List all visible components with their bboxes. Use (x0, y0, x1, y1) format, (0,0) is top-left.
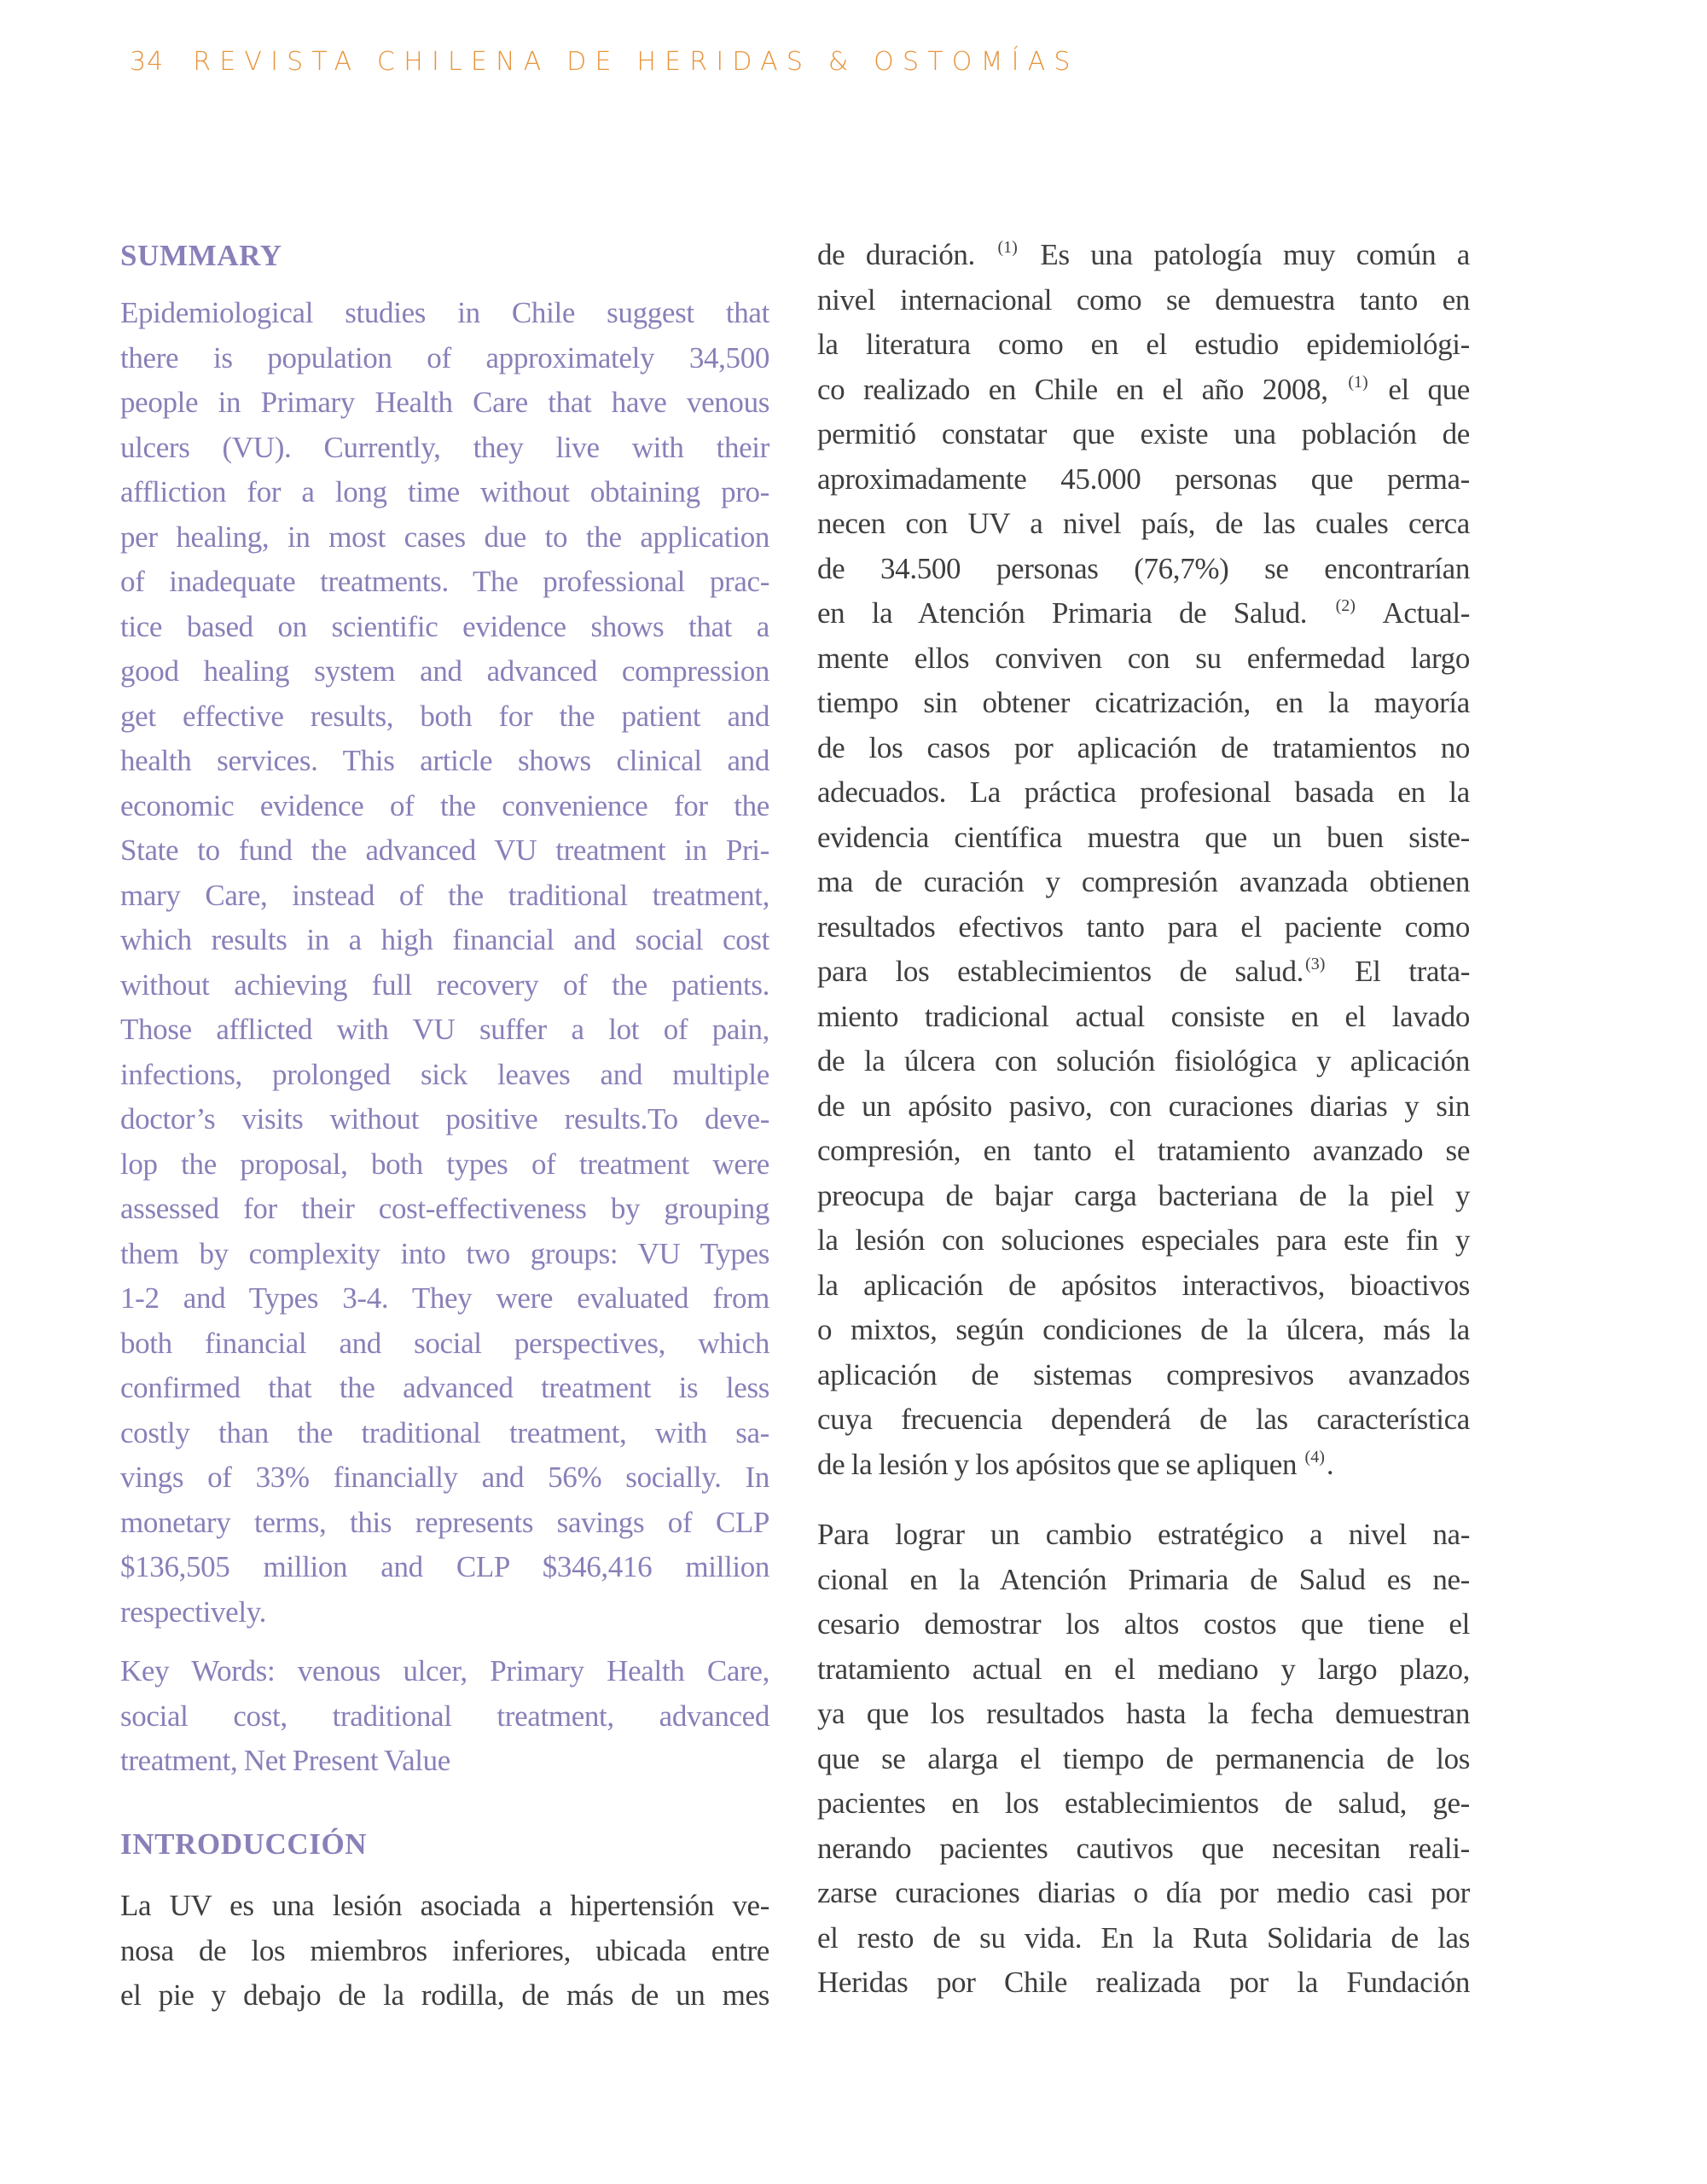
body-line (817, 1269, 1470, 1303)
body-line: zarse curaciones diarias o día por medio casi por (817, 1876, 1470, 1909)
line-text: de un apósito pasivo, con curaciones diarias y sin (817, 1089, 1470, 1123)
intro-line: nosa de los miembros inferiores, ubicada entre (120, 1933, 769, 1967)
line-text: en la Atención Primaria de Salud. (817, 596, 1334, 630)
body-line: nerando pacientes cautivos que necesitan reali- (817, 1831, 1470, 1865)
body-line (817, 1403, 1470, 1437)
body-line (817, 373, 1470, 407)
summary-line: affliction for a long time without obtaining pro- (120, 475, 769, 508)
summary-line: monetary terms, this represents savings of CLP (120, 1505, 769, 1539)
page-number: 34 (130, 47, 165, 77)
line-text: resultados efectivos tanto para el paciente como (817, 909, 1470, 944)
line-text: miento tradicional actual consiste en el lavado (817, 999, 1470, 1033)
summary-line: both financial and social perspectives, which (120, 1326, 769, 1360)
citation-reference: (2) (1335, 596, 1356, 615)
body-line (817, 1358, 1470, 1392)
line-text: de la úlcera con solución fisiológica y aplicación (817, 1044, 1470, 1077)
citation-reference: (3) (1305, 955, 1326, 973)
keywords-line: treatment, Net Present Value (120, 1744, 450, 1777)
summary-line: 1-2 and Types 3-4. They were evaluated from (120, 1281, 769, 1315)
body-line: tratamiento actual en el mediano y largo plazo, (817, 1652, 1470, 1686)
line-text: de la lesión y los apósitos que se apliquen (817, 1447, 1303, 1481)
line-text: evidencia científica muestra que un buen siste- (817, 820, 1470, 854)
body-line: ya que los resultados hasta la fecha demuestran (817, 1697, 1470, 1730)
line-text: . (1326, 1447, 1334, 1481)
body-line: pacientes en los establecimientos de salud, ge- (817, 1786, 1470, 1820)
body-line (817, 642, 1470, 676)
line-text: aproximadamente 45.000 personas que perma- (817, 462, 1470, 496)
body-line (817, 417, 1470, 451)
line-text: necen con UV a nivel país, de las cuales cerca (817, 507, 1470, 540)
summary-line: lop the proposal, both types of treatment were (120, 1147, 769, 1181)
introduction-heading: INTRODUCCIÓN (120, 1827, 368, 1861)
body-line (817, 775, 1470, 810)
line-text: o mixtos, según condiciones de la úlcera, más la (817, 1313, 1470, 1346)
body-line (817, 552, 1470, 586)
summary-line: tice based on scientific evidence shows that a (120, 609, 769, 643)
body-line (817, 1134, 1470, 1168)
summary-line: State to fund the advanced VU treatment in Pri- (120, 834, 769, 867)
summary-line: economic evidence of the convenience for the (120, 788, 769, 822)
line-text: Es una patología muy común a (1019, 238, 1470, 271)
body-line (817, 731, 1470, 765)
body-line (817, 865, 1470, 899)
body-line (817, 1313, 1470, 1347)
line-text: mente ellos conviven con su enfermedad largo (817, 641, 1470, 675)
journal-title: REVISTA CHILENA DE HERIDAS & OSTOMÍAS (193, 47, 1079, 77)
summary-line: there is population of approximately 34,500 (120, 340, 769, 375)
summary-line: them by complexity into two groups: VU Types (120, 1236, 769, 1270)
running-header (130, 48, 1079, 77)
summary-line: without achieving full recovery of the patients. (120, 967, 769, 1002)
line-text: Actual- (1356, 596, 1470, 630)
body-line (817, 955, 1470, 989)
citation-reference: (1) (1348, 372, 1368, 392)
line-text: la aplicación de apósitos interactivos, bioactivos (817, 1268, 1470, 1302)
summary-line: per healing, in most cases due to the application (120, 520, 769, 554)
line-text: nivel internacional como se demuestra tanto en (817, 282, 1470, 317)
body-line (817, 238, 1470, 272)
body-line (817, 1223, 1470, 1258)
summary-line: which results in a high financial and social cost (120, 923, 769, 956)
body-line (817, 1448, 1470, 1482)
line-text: preocupa de bajar carga bacteriana de la piel y (817, 1178, 1470, 1212)
summary-line: Those afflicted with VU suffer a lot of pain, (120, 1013, 769, 1046)
body-line: el resto de su vida. En la Ruta Solidaria de las (817, 1920, 1470, 1955)
body-line (817, 686, 1470, 720)
citation-reference: (1) (997, 238, 1018, 257)
summary-line: assessed for their cost-effectiveness by grouping (120, 1192, 769, 1225)
body-line (817, 283, 1470, 317)
body-line: Heridas por Chile realizada por la Fundación (817, 1966, 1470, 1999)
summary-line: mary Care, instead of the traditional treatment, (120, 878, 769, 912)
line-text: la lesión con soluciones especiales para este fin y (817, 1223, 1470, 1257)
line-text: aplicación de sistemas compresivos avanzados (817, 1357, 1470, 1391)
body-line (817, 821, 1470, 855)
summary-line: of inadequate treatments. The professional prac- (120, 565, 769, 598)
summary-line: infections, prolonged sick leaves and multiple (120, 1057, 769, 1091)
line-text: tiempo sin obtener cicatrización, en la mayoría (817, 686, 1470, 719)
body-line (817, 1044, 1470, 1078)
citation-reference: (4) (1304, 1447, 1325, 1467)
line-text: adecuados. La práctica profesional basada en la (817, 775, 1470, 809)
summary-line: Epidemiological studies in Chile suggest that (120, 296, 769, 329)
body-line (817, 1000, 1470, 1034)
line-text: para los establecimientos de salud. (817, 955, 1304, 988)
summary-line: $136,505 million and CLP $346,416 million (120, 1550, 769, 1583)
summary-line: respectively. (120, 1594, 267, 1629)
keywords-line: Key Words: venous ulcer, Primary Health Care, (120, 1654, 769, 1687)
body-line: cional en la Atención Primaria de Salud es ne- (817, 1562, 1470, 1596)
line-text: de duración. (817, 238, 996, 271)
summary-line: doctor’s visits without positive results.To deve- (120, 1102, 769, 1136)
body-line: cesario demostrar los altos costos que tiene el (817, 1607, 1470, 1641)
line-text: ma de curación y compresión avanzada obtienen (817, 865, 1470, 898)
summary-line: good healing system and advanced compression (120, 654, 769, 688)
summary-line: vings of 33% financially and 56% socially. In (120, 1461, 769, 1494)
line-text: permitió constatar que existe una población de (817, 417, 1470, 450)
keywords-line: social cost, traditional treatment, advanced (120, 1699, 769, 1733)
body-line (817, 596, 1470, 630)
line-text: co realizado en Chile en el año 2008, (817, 372, 1347, 406)
body-line (817, 462, 1470, 497)
line-text: El trata- (1327, 955, 1470, 988)
summary-line: costly than the traditional treatment, with sa- (120, 1415, 769, 1449)
line-text: de los casos por aplicación de tratamientos no (817, 730, 1470, 764)
line-text: la literatura como en el estudio epidemiológi- (817, 328, 1470, 361)
body-line (817, 328, 1470, 362)
summary-heading: SUMMARY (120, 239, 282, 272)
intro-line: La UV es una lesión asociada a hipertensión ve- (120, 1889, 769, 1922)
body-line (817, 507, 1470, 541)
body-line: que se alarga el tiempo de permanencia de los (817, 1741, 1470, 1775)
summary-line: health services. This article shows clinical and (120, 744, 769, 777)
line-text: de 34.500 personas (76,7%) se encontrarían (817, 551, 1470, 585)
body-line (817, 1089, 1470, 1124)
summary-line: people in Primary Health Care that have venous (120, 386, 769, 419)
body-line (817, 910, 1470, 944)
body-line (817, 1179, 1470, 1213)
summary-line: get effective results, both for the patient and (120, 699, 769, 733)
line-text: cuya frecuencia dependerá de las característica (817, 1403, 1470, 1436)
line-text: compresión, en tanto el tratamiento avanzado se (817, 1134, 1470, 1167)
summary-line: confirmed that the advanced treatment is less (120, 1371, 769, 1404)
summary-line: ulcers (VU). Currently, they live with their (120, 430, 769, 464)
body-line: Para lograr un cambio estratégico a nivel na- (817, 1518, 1470, 1551)
line-text: el que (1369, 372, 1470, 406)
intro-line: el pie y debajo de la rodilla, de más de un mes (120, 1978, 769, 2012)
